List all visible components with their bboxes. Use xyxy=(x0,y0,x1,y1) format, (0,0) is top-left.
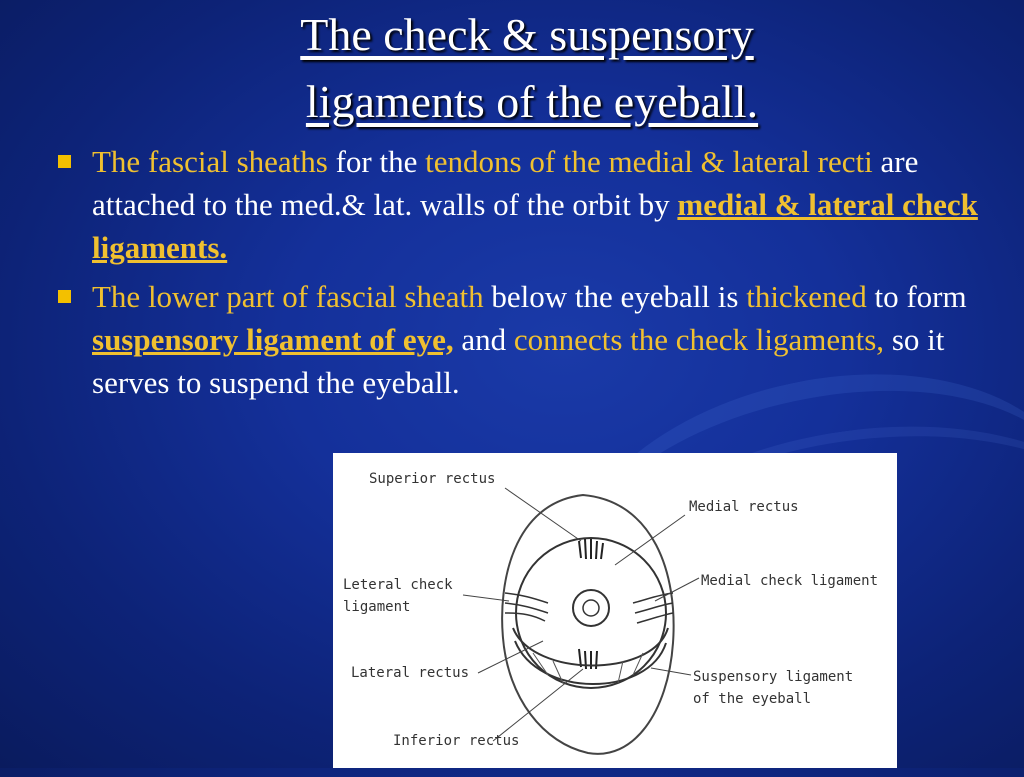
leader-suspensory xyxy=(651,668,691,675)
eyeball-diagram xyxy=(333,453,897,768)
bullet-2-highlight-3: connects the check ligaments, xyxy=(513,322,885,357)
label-lateral-check-1: Leteral check xyxy=(343,577,453,593)
leader-medial-rectus xyxy=(615,515,685,565)
bullet-item-1 xyxy=(55,140,995,269)
bullet-2-emphasis: suspensory ligament of eye, xyxy=(92,322,454,357)
title-line-2: ligaments of the eyeball. xyxy=(305,76,759,127)
bullet-1-highlight-2: tendons of the medial & lateral recti xyxy=(425,144,873,179)
slide-title xyxy=(0,0,1024,137)
label-suspensory-2: of the eyeball xyxy=(693,691,812,707)
bullet-1-emphasis: medial & lateral check ligaments. xyxy=(92,187,978,265)
bullet-2-highlight-2: thickened xyxy=(746,279,867,314)
title-line-1: The check & suspensory xyxy=(300,9,754,60)
bullet-1-highlight-1: The fascial sheaths xyxy=(92,144,328,179)
label-medial-check: Medial check ligament xyxy=(701,573,879,589)
bullet-1-text-1: for the xyxy=(327,144,426,179)
label-suspensory-1: Suspensory ligament xyxy=(693,669,854,685)
square-bullet-icon xyxy=(58,155,71,168)
lateral-rectus-fibers xyxy=(505,593,548,621)
bullet-item-2 xyxy=(55,275,995,404)
square-bullet-icon xyxy=(58,290,71,303)
label-medial-rectus: Medial rectus xyxy=(689,499,799,515)
bullet-2-text-1: below the eyeball is xyxy=(483,279,747,314)
bullet-2-highlight-1: The lower part of fascial sheath xyxy=(92,279,484,314)
medial-rectus-fibers xyxy=(633,593,673,623)
leader-inferior-rectus xyxy=(493,669,583,741)
bullet-1-text-2: are attached to the med.& lat. walls of the orbit by xyxy=(92,144,919,222)
label-inferior-rectus: Inferior rectus xyxy=(393,733,520,749)
fascial-sheath-outline xyxy=(502,495,673,754)
pupil-inner xyxy=(583,600,599,616)
bullet-2-text-2: to form xyxy=(866,279,967,314)
bullet-2-text-3: and xyxy=(453,322,514,357)
label-lateral-check-2: ligament xyxy=(343,599,411,615)
bullet-list xyxy=(55,140,995,410)
label-lateral-rectus: Lateral rectus xyxy=(351,665,470,681)
pupil-outer xyxy=(573,590,609,626)
superior-rectus-tendon xyxy=(579,539,603,559)
label-superior-rectus: Superior rectus xyxy=(369,471,496,487)
leader-lateral-rectus xyxy=(478,641,543,673)
leader-superior-rectus xyxy=(505,488,581,541)
bullet-2-text-4: so it serves to suspend the eyeball. xyxy=(92,322,945,400)
eyeball-diagram-svg xyxy=(333,453,897,768)
